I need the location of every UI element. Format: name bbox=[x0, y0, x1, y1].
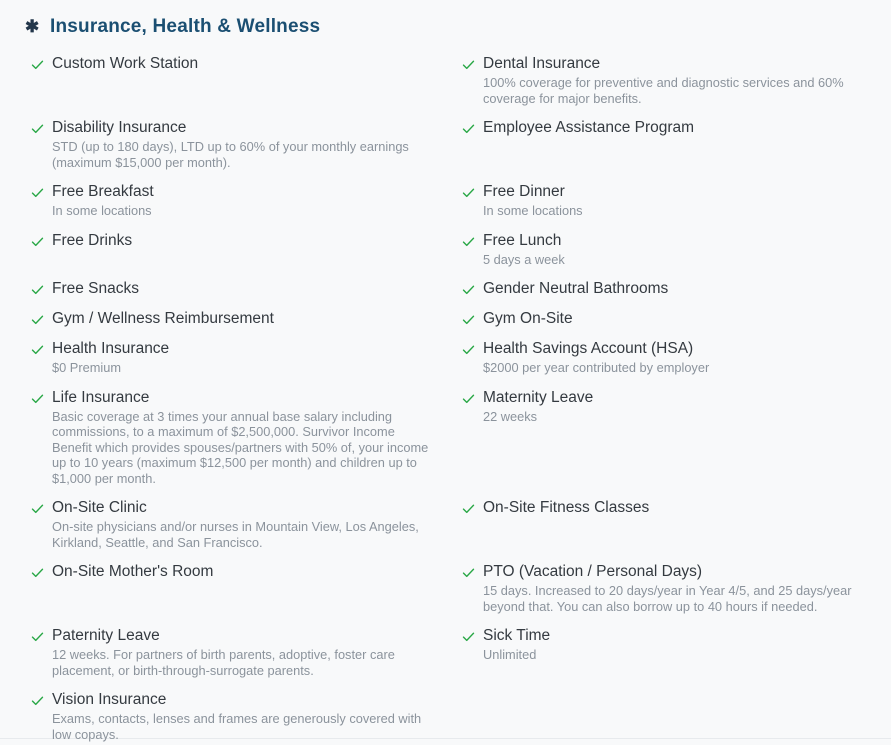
check-icon bbox=[461, 282, 476, 297]
benefit-desc: 15 days. Increased to 20 days/year in Year 4/5, and 25 days/year beyond that. You can also borrow up to 40 hours if needed. bbox=[483, 583, 852, 614]
benefit-item bbox=[30, 232, 436, 249]
benefit-cell-left bbox=[30, 627, 436, 678]
benefit-item bbox=[30, 183, 436, 219]
benefit-text bbox=[52, 55, 198, 72]
benefit-item bbox=[30, 119, 436, 170]
benefit-row bbox=[30, 183, 866, 219]
benefit-cell-right bbox=[461, 627, 866, 678]
benefit-desc: $2000 per year contributed by employer bbox=[483, 360, 710, 375]
benefit-text bbox=[483, 119, 694, 136]
benefit-title: Paternity Leave bbox=[52, 627, 160, 644]
benefit-row bbox=[30, 232, 866, 268]
benefit-item bbox=[461, 627, 866, 663]
benefit-item bbox=[30, 499, 436, 550]
benefit-text bbox=[52, 563, 213, 580]
benefit-desc: In some locations bbox=[52, 203, 152, 218]
benefit-text bbox=[483, 389, 593, 425]
benefit-row bbox=[30, 627, 866, 678]
benefit-title: Sick Time bbox=[483, 627, 551, 644]
benefit-item bbox=[30, 691, 436, 742]
benefit-title: Maternity Leave bbox=[483, 388, 594, 406]
benefit-cell-right bbox=[461, 232, 866, 268]
benefit-text bbox=[483, 340, 709, 376]
benefit-item bbox=[30, 627, 436, 678]
check-icon bbox=[461, 312, 476, 327]
check-icon bbox=[30, 565, 45, 580]
benefit-title: Free Dinner bbox=[483, 183, 565, 200]
benefit-cell-right bbox=[461, 499, 866, 550]
benefit-title: PTO (Vacation / Personal Days) bbox=[483, 563, 703, 580]
benefit-rows bbox=[25, 55, 866, 742]
benefit-title: Free Lunch bbox=[483, 231, 562, 249]
benefit-text bbox=[483, 183, 583, 219]
benefit-title: Custom Work Station bbox=[52, 55, 199, 72]
benefit-title: Dental Insurance bbox=[483, 55, 601, 72]
check-icon bbox=[30, 185, 45, 200]
check-icon bbox=[461, 185, 476, 200]
benefit-text bbox=[52, 280, 139, 297]
page-title: Insurance, Health & Wellness bbox=[50, 16, 321, 37]
benefit-cell-right bbox=[461, 183, 866, 219]
check-icon bbox=[30, 501, 45, 516]
benefit-title: On-Site Mother's Room bbox=[52, 563, 214, 580]
benefit-item bbox=[461, 55, 866, 106]
benefit-cell-right bbox=[461, 691, 866, 742]
benefit-item bbox=[461, 563, 866, 614]
benefit-desc: Unlimited bbox=[483, 647, 537, 662]
benefit-text bbox=[52, 389, 436, 487]
benefit-item bbox=[461, 232, 866, 268]
benefit-cell-left bbox=[30, 389, 436, 487]
benefit-title: Vision Insurance bbox=[52, 691, 167, 708]
benefit-title: Health Savings Account (HSA) bbox=[483, 340, 694, 357]
check-icon bbox=[461, 342, 476, 357]
benefit-desc: Exams, contacts, lenses and frames are generously covered with low copays. bbox=[52, 711, 422, 742]
check-icon bbox=[461, 629, 476, 644]
benefit-cell-right bbox=[461, 119, 866, 170]
benefit-title: Gym On-Site bbox=[483, 310, 573, 327]
benefit-row bbox=[30, 280, 866, 297]
benefit-row bbox=[30, 55, 866, 106]
benefit-title: On-Site Fitness Classes bbox=[483, 499, 650, 516]
benefit-text bbox=[52, 183, 154, 219]
asterisk-icon: ✱ bbox=[25, 17, 40, 36]
benefit-desc: 100% coverage for preventive and diagnostic services and 60% coverage for major benefits. bbox=[483, 75, 844, 106]
benefit-text bbox=[52, 340, 169, 376]
benefit-item bbox=[30, 340, 436, 376]
benefit-item bbox=[30, 310, 436, 327]
benefit-desc: Basic coverage at 3 times your annual base salary including commissions, to a maximum of $2,500,000. Survivor Income Benefit which provides spouses/partners with 50% of, your income up to 10 years (maximum $12,500 per month) and children up to $1,000 per month. bbox=[52, 408, 429, 486]
benefit-item bbox=[461, 499, 866, 516]
benefit-item bbox=[30, 55, 436, 72]
benefit-item bbox=[461, 340, 866, 376]
check-icon bbox=[30, 57, 45, 72]
benefit-desc: On-site physicians and/or nurses in Mountain View, Los Angeles, Kirkland, Seattle, and San Francisco. bbox=[52, 519, 419, 550]
benefit-title: Life Insurance bbox=[52, 388, 150, 406]
benefit-cell-right bbox=[461, 340, 866, 376]
benefit-row bbox=[30, 499, 866, 550]
benefit-cell-left bbox=[30, 55, 436, 106]
check-icon bbox=[461, 565, 476, 580]
check-icon bbox=[461, 121, 476, 136]
check-icon bbox=[30, 121, 45, 136]
benefit-item bbox=[461, 183, 866, 219]
benefit-title: Free Breakfast bbox=[52, 183, 154, 200]
benefit-cell-left bbox=[30, 310, 436, 327]
benefit-text bbox=[483, 232, 565, 268]
benefit-cell-left bbox=[30, 340, 436, 376]
benefit-cell-left bbox=[30, 183, 436, 219]
benefit-row bbox=[30, 310, 866, 327]
benefit-text bbox=[52, 691, 436, 742]
benefit-cell-left bbox=[30, 563, 436, 614]
benefit-cell-left bbox=[30, 499, 436, 550]
benefit-title: Free Snacks bbox=[52, 280, 140, 297]
benefit-desc: In some locations bbox=[483, 203, 583, 218]
benefit-desc: 22 weeks bbox=[483, 408, 538, 424]
benefit-text bbox=[483, 627, 550, 663]
benefit-text bbox=[52, 310, 274, 327]
benefit-desc: STD (up to 180 days), LTD up to 60% of your monthly earnings (maximum $15,000 per month). bbox=[52, 139, 409, 170]
benefit-item bbox=[461, 280, 866, 297]
benefit-row bbox=[30, 691, 866, 742]
benefit-text bbox=[483, 563, 866, 614]
benefit-text bbox=[483, 55, 866, 106]
benefit-cell-right bbox=[461, 55, 866, 106]
check-icon bbox=[461, 57, 476, 72]
benefit-text bbox=[52, 627, 436, 678]
check-icon bbox=[461, 234, 476, 249]
benefit-title: Gym / Wellness Reimbursement bbox=[52, 310, 274, 327]
benefit-title: Disability Insurance bbox=[52, 119, 187, 136]
benefit-title: On-Site Clinic bbox=[52, 499, 147, 516]
benefit-cell-left bbox=[30, 232, 436, 268]
check-icon bbox=[30, 234, 45, 249]
benefit-title: Employee Assistance Program bbox=[483, 119, 695, 136]
check-icon bbox=[30, 312, 45, 327]
benefit-item bbox=[30, 280, 436, 297]
benefit-text bbox=[483, 310, 573, 327]
benefit-cell-right bbox=[461, 310, 866, 327]
check-icon bbox=[461, 391, 476, 406]
benefit-item bbox=[461, 310, 866, 327]
benefit-cell-right bbox=[461, 280, 866, 297]
benefit-text bbox=[52, 119, 436, 170]
check-icon bbox=[30, 342, 45, 357]
check-icon bbox=[30, 693, 45, 708]
benefit-row bbox=[30, 389, 866, 487]
benefit-row bbox=[30, 563, 866, 614]
benefit-text bbox=[483, 280, 668, 297]
benefit-cell-left bbox=[30, 280, 436, 297]
benefit-title: Free Drinks bbox=[52, 231, 133, 249]
benefit-cell-left bbox=[30, 691, 436, 742]
benefit-item bbox=[461, 389, 866, 425]
benefit-item bbox=[30, 563, 436, 580]
benefit-desc: 5 days a week bbox=[483, 251, 565, 267]
benefit-item bbox=[461, 119, 866, 136]
benefit-cell-right bbox=[461, 563, 866, 614]
benefit-row bbox=[30, 119, 866, 170]
benefit-text bbox=[52, 232, 132, 249]
check-icon bbox=[461, 501, 476, 516]
benefit-desc: 12 weeks. For partners of birth parents, adoptive, foster care placement, or birth-through-surrogate parents. bbox=[52, 647, 395, 678]
benefit-cell-left bbox=[30, 119, 436, 170]
benefit-title: Health Insurance bbox=[52, 340, 170, 357]
check-icon bbox=[30, 282, 45, 297]
benefit-text bbox=[52, 499, 436, 550]
benefit-item bbox=[30, 389, 436, 487]
benefit-row bbox=[30, 340, 866, 376]
section-header bbox=[25, 14, 866, 40]
check-icon bbox=[30, 391, 45, 406]
benefit-desc: $0 Premium bbox=[52, 360, 121, 375]
benefit-text bbox=[483, 499, 649, 516]
benefit-title: Gender Neutral Bathrooms bbox=[483, 280, 669, 297]
benefit-cell-right bbox=[461, 389, 866, 487]
check-icon bbox=[30, 629, 45, 644]
